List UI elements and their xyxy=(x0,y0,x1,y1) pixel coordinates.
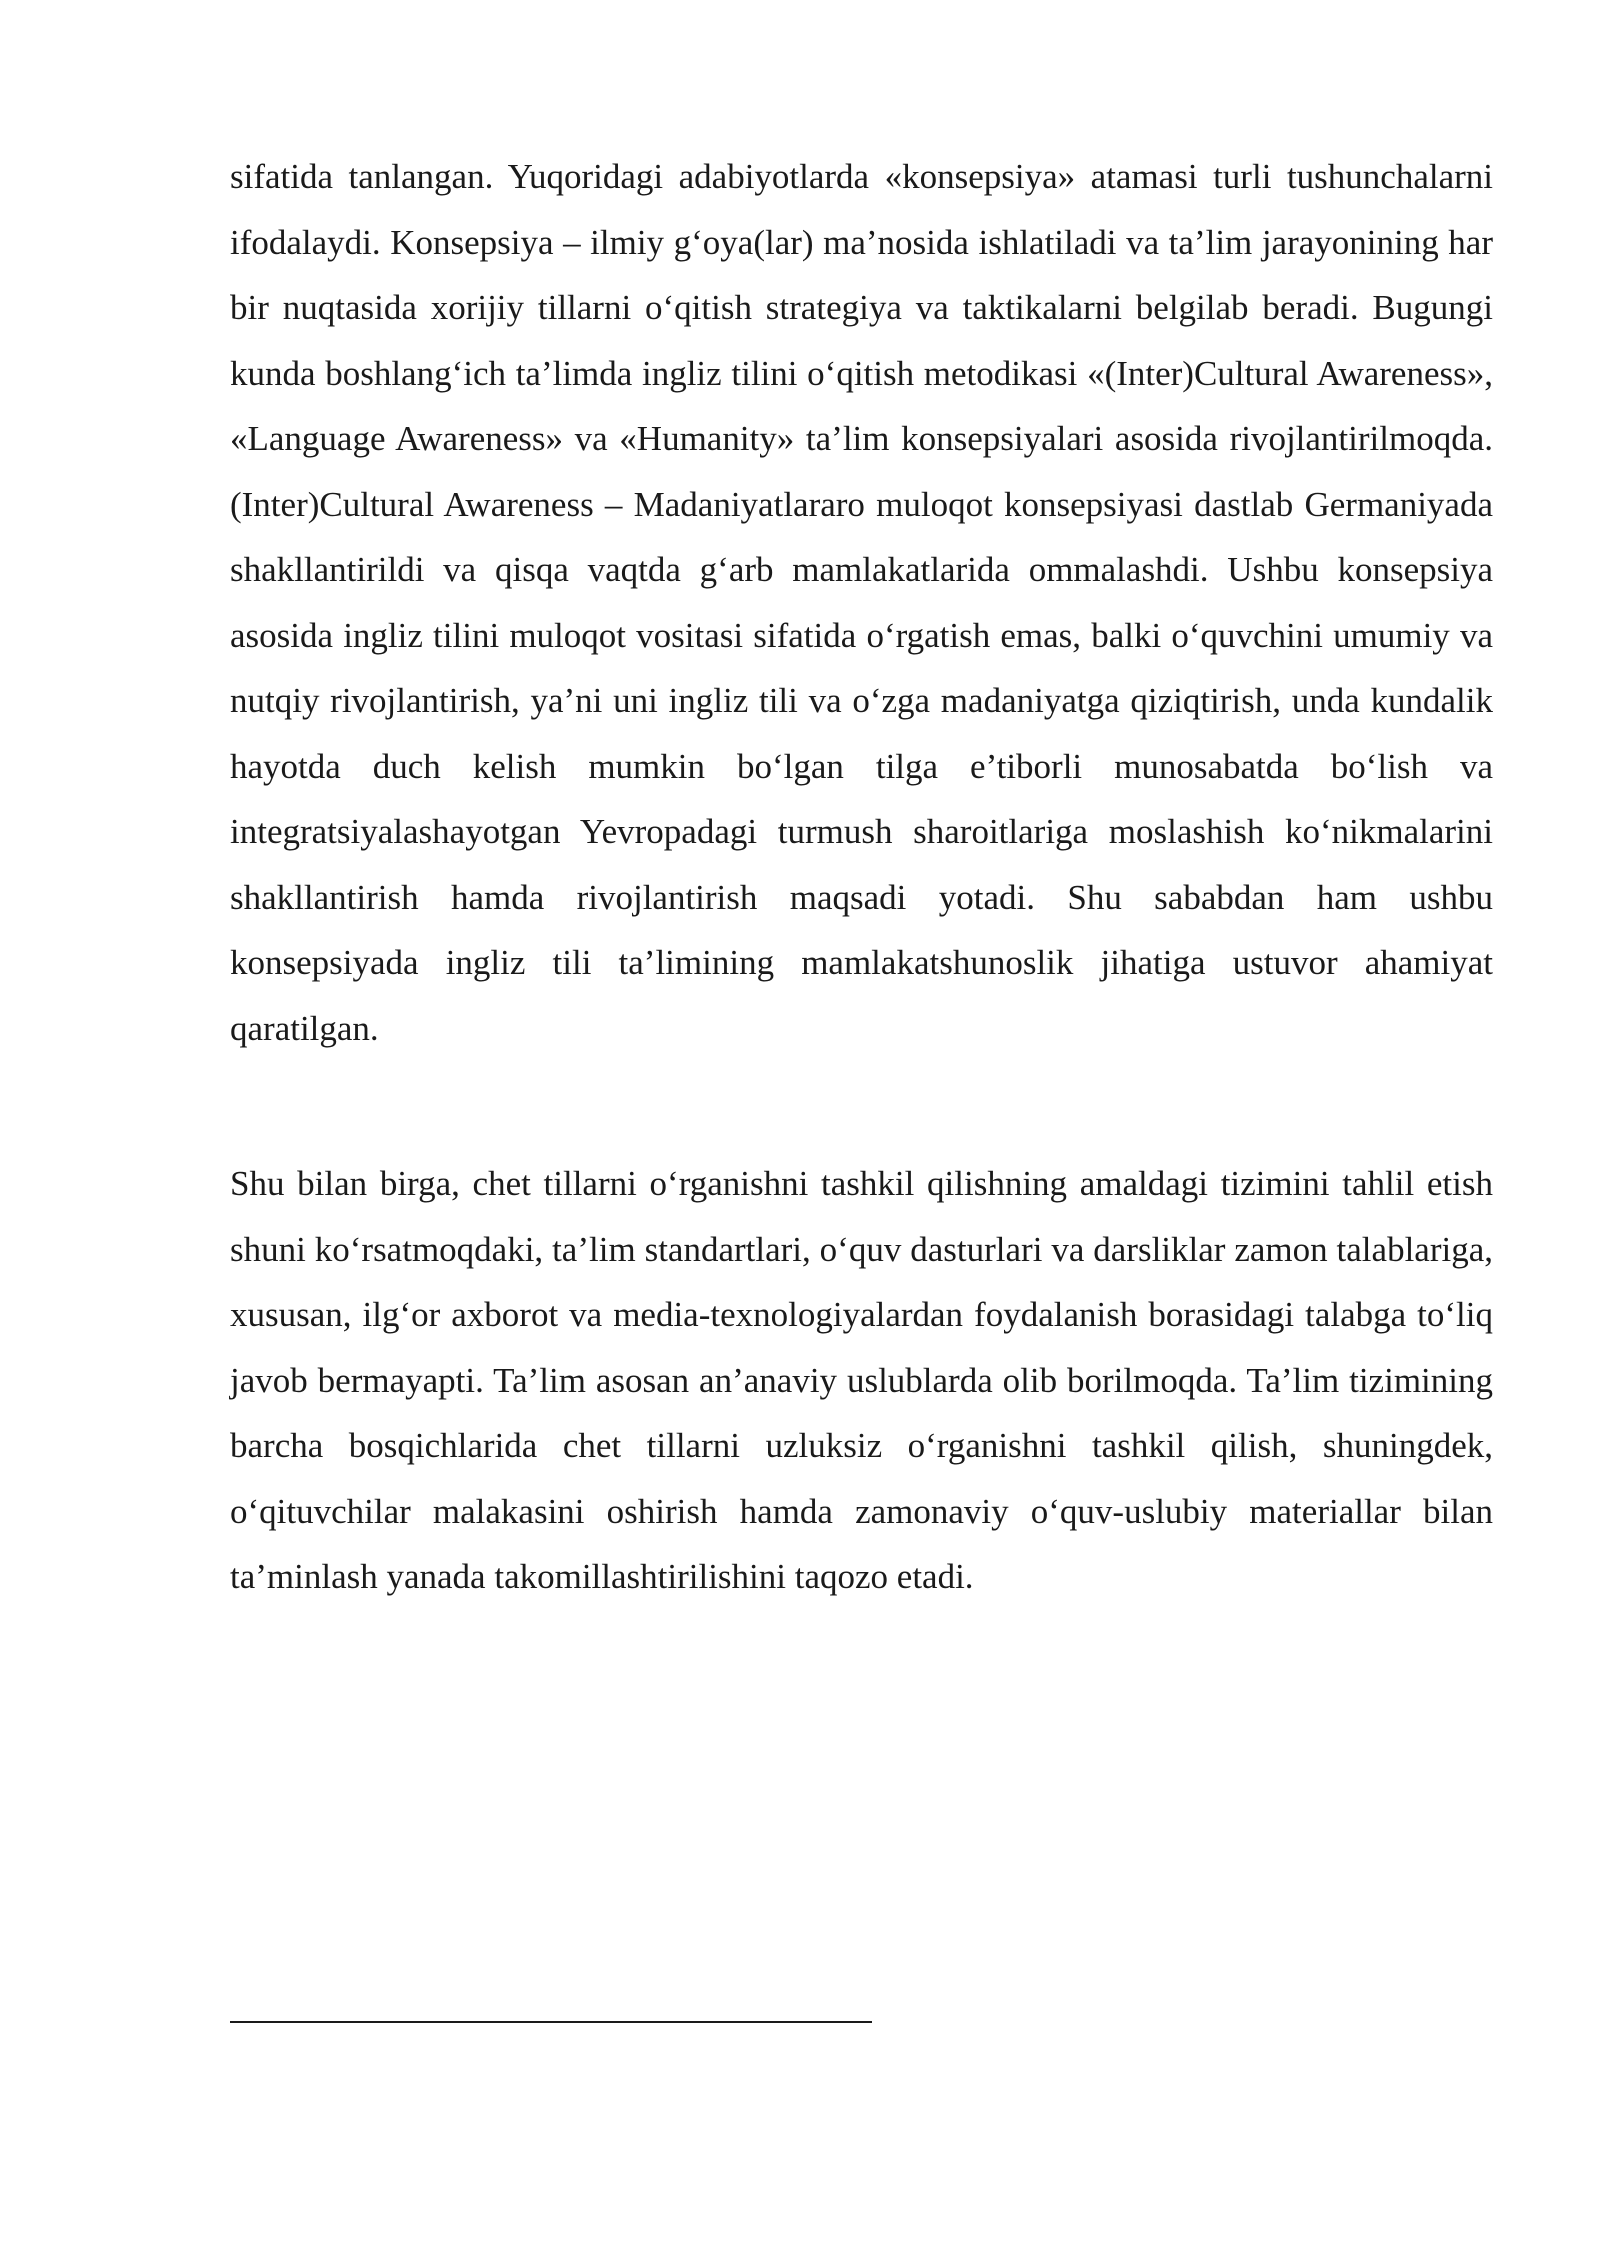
footnote-separator xyxy=(230,2021,872,2023)
body-paragraph xyxy=(230,144,1493,1061)
paragraph-text: Shu bilan birga, chet tillarni o‘rganishni tashkil qilishning amaldagi tizimini tahlil etish shuni ko‘rsatmoqdaki, ta’lim standartlari, o‘quv dasturlari va darsliklar zamon talablariga, xususan, ilg‘or axborot va media-texnologiyalardan foydalanish borasidagi talabga to‘liq javob bermayapti. Ta’lim asosan an’anaviy uslublarda olib borilmoqda. Ta’lim tizimining barcha bosqichlarida chet tillarni uzluksiz o‘rganishni tashkil qilish, shuningdek, o‘qituvchilar malakasini oshirish hamda zamonaviy o‘quv-uslubiy materiallar bilan ta’minlash yanada takomillashtirilishini taqozo etadi. xyxy=(230,1164,1493,1596)
paragraph-text: sifatida tanlangan. Yuqoridagi adabiyotlarda «konsepsiya» atamasi turli tushunchalarni ifodalaydi. Konsepsiya – ilmiy g‘oya(lar) ma’nosida ishlatiladi va ta’lim jarayonining har bir nuqtasida xorijiy tillarni o‘qitish strategiya va taktikalarni belgilab beradi. Bugungi kunda boshlang‘ich ta’limda ingliz tilini o‘qitish metodikasi «(Inter)Cultural Awareness», «Language Awareness» va «Humanity» ta’lim konsepsiyalari asosida rivojlantirilmoqda. (Inter)Cultural Awareness – Madaniyatlararo muloqot konsepsiyasi dastlab Germaniyada shakllantirildi va qisqa vaqtda g‘arb mamlakatlarida ommalashdi. Ushbu konsepsiya asosida ingliz tilini muloqot vositasi sifatida o‘rgatish emas, balki o‘quvchini umumiy va nutqiy rivojlantirish, ya’ni uni ingliz tili va o‘zga madaniyatga qiziqtirish, unda kundalik hayotda duch kelish mumkin bo‘lgan tilga e’tiborli munosabatda bo‘lish va integratsiyalashayotgan Yevropadagi turmush sharoitlariga moslashish ko‘nikmalarini shakllantirish hamda rivojlantirish maqsadi yotadi. Shu sababdan ham ushbu konsepsiyada ingliz tili ta’limining mamlakatshunoslik jihatiga ustuvor ahamiyat qaratilgan. xyxy=(230,157,1493,1048)
body-paragraph xyxy=(230,1151,1493,1610)
